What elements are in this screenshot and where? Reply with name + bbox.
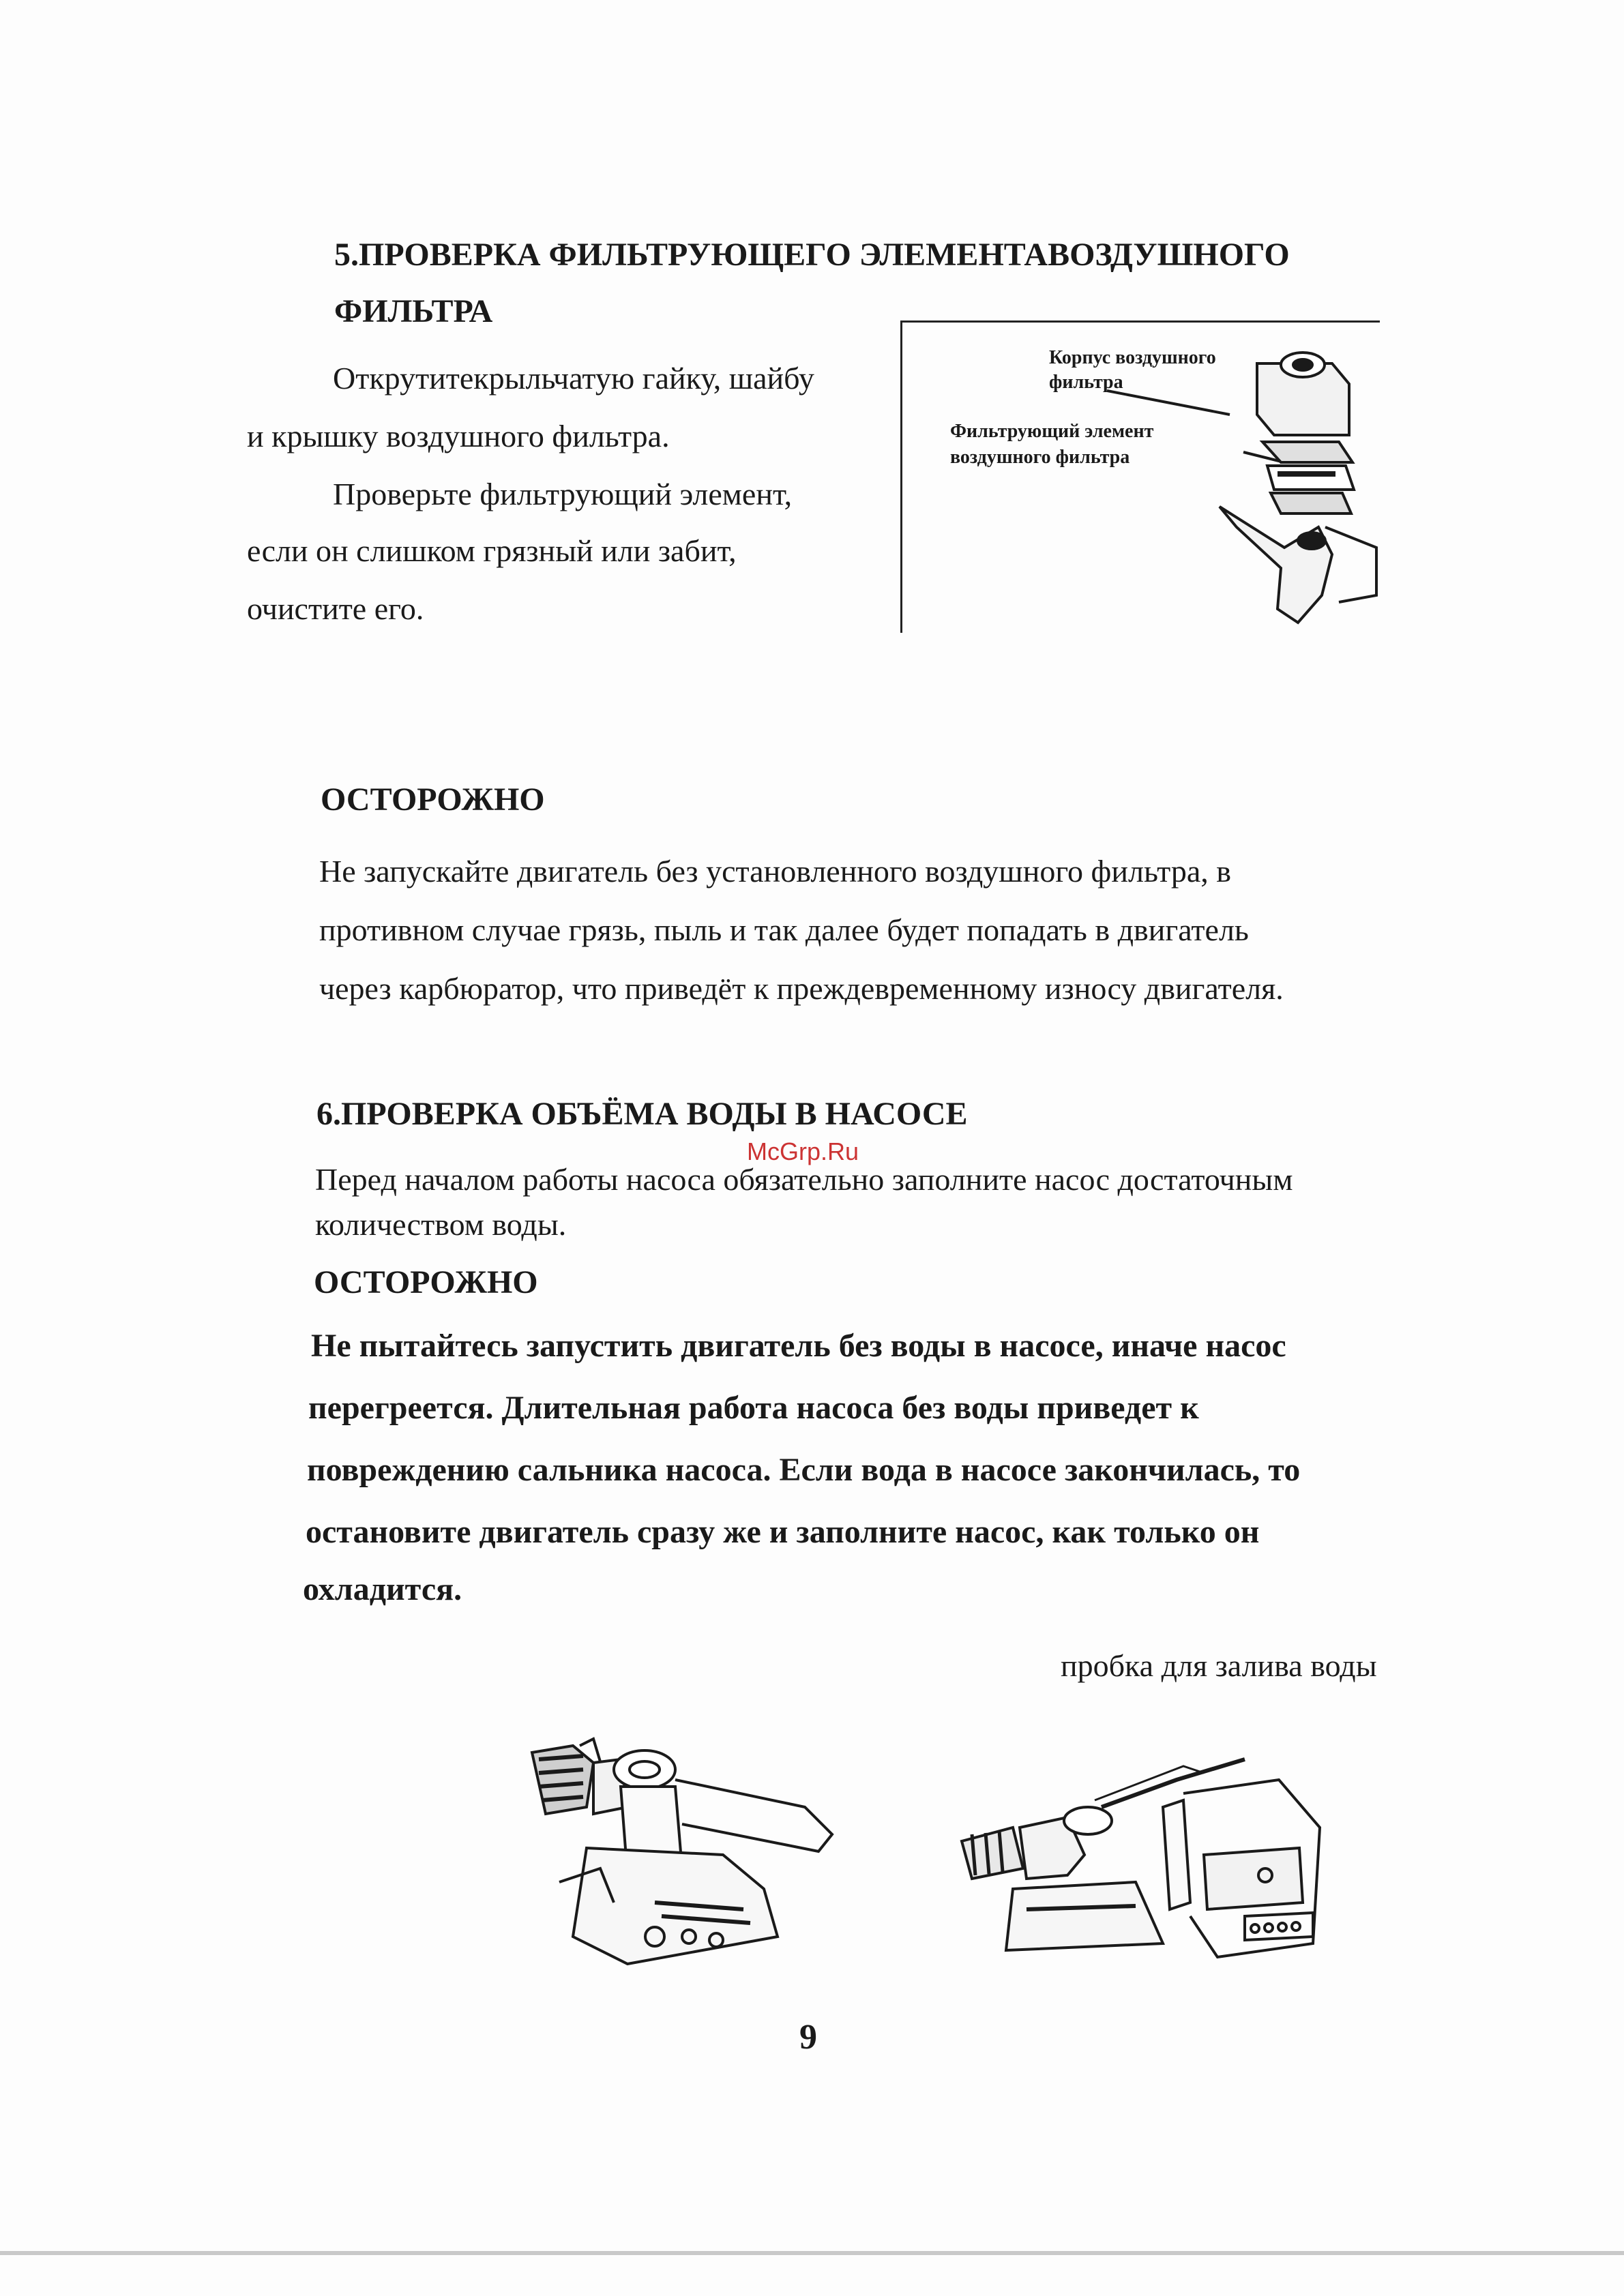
section6-line: Перед началом работы насоса обязательно заполните насос достаточным bbox=[315, 1162, 1293, 1197]
air-filter-drawing bbox=[1107, 323, 1380, 633]
section5-line: Открутитекрыльчатую гайку, шайбу bbox=[333, 361, 814, 396]
caution1-title: ОСТОРОЖНО bbox=[321, 781, 545, 818]
section5-heading-line1: 5.ПРОВЕРКА ФИЛЬТРУЮЩЕГО ЭЛЕМЕНТАВОЗДУШНОГО bbox=[334, 237, 1290, 273]
page-number: 9 bbox=[799, 2018, 817, 2057]
housing-label-line1: Корпус воздушного bbox=[1049, 347, 1216, 368]
section6-line: количеством воды. bbox=[315, 1207, 567, 1242]
element-label-line2: воздушного фильтра bbox=[950, 447, 1130, 468]
element-label-line1: Фильтрующий элемент bbox=[950, 421, 1154, 442]
section5-line: Проверьте фильтрующий элемент, bbox=[333, 477, 793, 511]
caution2-line: остановите двигатель сразу же и заполните насос, как только он bbox=[306, 1514, 1260, 1550]
caution2-line: Не пытайтесь запустить двигатель без воды в насосе, иначе насос bbox=[311, 1328, 1286, 1364]
caution2-title: ОСТОРОЖНО bbox=[314, 1264, 538, 1300]
water-plug-caption: пробка для залива воды bbox=[1061, 1648, 1377, 1683]
caution1-line: Не запускайте двигатель без установленного воздушного фильтра, в bbox=[319, 854, 1231, 889]
caution2-line: охладится. bbox=[303, 1571, 462, 1607]
scan-edge bbox=[0, 2251, 1624, 2255]
housing-label-line2: фильтра bbox=[1049, 372, 1123, 393]
section5-heading-line2: ФИЛЬТРА bbox=[334, 293, 493, 329]
pump-illustration-left bbox=[518, 1732, 846, 1978]
caution2-line: перегреется. Длительная работа насоса без воды приведет к bbox=[308, 1390, 1199, 1426]
air-filter-figure bbox=[900, 320, 1380, 633]
caution1-line: через карбюратор, что приведёт к преждевременному износу двигателя. bbox=[319, 971, 1284, 1006]
pump-illustration-right bbox=[958, 1753, 1327, 1964]
watermark: McGrp.Ru bbox=[747, 1137, 859, 1165]
section5-line: и крышку воздушного фильтра. bbox=[247, 419, 670, 453]
caution1-line: противном случае грязь, пыль и так далее будет попадать в двигатель bbox=[319, 912, 1249, 947]
section5-line: если он слишком грязный или забит, bbox=[247, 533, 737, 568]
caution2-line: повреждению сальника насоса. Если вода в насосе закончилась, то bbox=[307, 1452, 1301, 1488]
section6-heading: 6.ПРОВЕРКА ОБЪЁМА ВОДЫ В НАСОСЕ bbox=[316, 1096, 968, 1132]
section5-line: очистите его. bbox=[247, 591, 424, 626]
